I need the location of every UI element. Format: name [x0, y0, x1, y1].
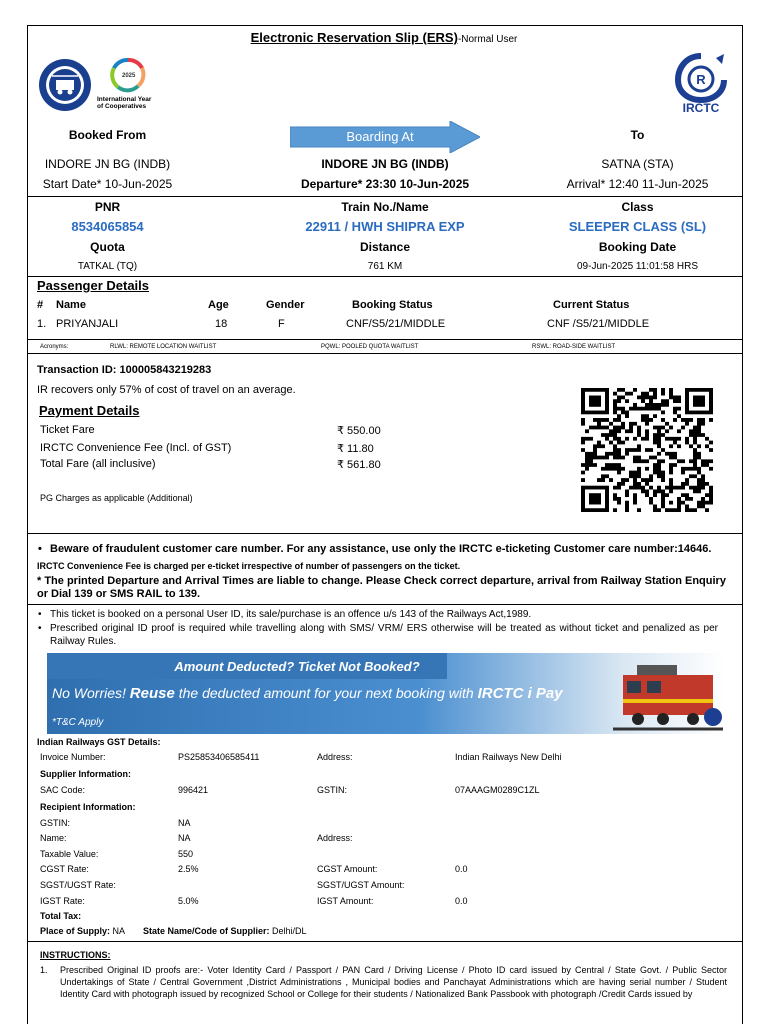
timing-notice: * The printed Departure and Arrival Times are liable to change. Please Check correct departure, arrival from Railway Station Enquiry or Dial 139 or SMS RAIL to 139. [37, 575, 726, 600]
booking-date-value: 09-Jun-2025 11:01:58 HRS [576, 261, 698, 272]
igst-rate-value: 5.0% [178, 896, 199, 906]
personal-id-notice: • This ticket is booked on a personal User ID, its sale/purchase is an offence u/s 143 of the Railways Act,1989. [50, 609, 531, 620]
passenger-age: 18 [215, 318, 228, 330]
sgst-amount-label: SGST/UGST Amount: [317, 880, 405, 890]
passenger-current-status: CNF /S5/21/MIDDLE [547, 318, 650, 330]
qr-finder-pattern [581, 486, 609, 512]
acronym-rswl: RSWL: ROAD-SIDE WAITLIST [532, 344, 616, 350]
address-label: Address: [317, 752, 353, 762]
payment-details-heading: Payment Details [39, 403, 140, 418]
id-proof-notice: • Prescribed original ID proof is required while travelling along with SMS/ VRM/ ERS otherwise will be treated as without ticket and penalized as per Railway Rules. [50, 622, 718, 648]
total-fare-label: Total Fare (all inclusive) [40, 458, 156, 470]
banner-msg-lead: No Worries! [52, 685, 130, 701]
place-of-supply-value: NA [112, 926, 126, 936]
locomotive-icon [613, 655, 723, 733]
gstin-label: GSTIN: [317, 785, 348, 795]
arrival-time: Arrival* 12:40 11-Jun-2025 [566, 177, 709, 191]
indian-railways-logo [38, 58, 92, 112]
irctc-wordmark: IRCTC [682, 101, 720, 115]
ers-title [0, 30, 768, 45]
booking-date-label: Booking Date [598, 240, 677, 254]
distance-label: Distance [359, 240, 411, 254]
iyc-caption [97, 96, 151, 110]
ipay-banner[interactable] [47, 653, 724, 734]
boarding-at-label: Boarding At [346, 129, 414, 144]
banner-message [52, 685, 563, 702]
quota-label: Quota [90, 240, 125, 254]
col-number: # [37, 299, 44, 311]
recipient-name-label: Name: [40, 833, 67, 843]
departure-time: Departure* 23:30 10-Jun-2025 [300, 177, 470, 191]
supplier-state-label: State Name/Code of Supplier: [143, 926, 270, 936]
divider [27, 533, 743, 534]
invoice-value: PS25853406585411 [178, 752, 260, 762]
place-of-supply [40, 926, 125, 936]
travel-class: SLEEPER CLASS (SL) [568, 219, 707, 234]
divider [27, 604, 743, 605]
iyc-line-1: International Year [97, 96, 152, 103]
total-fare-value: ₹ 561.80 [337, 459, 381, 471]
total-tax-label: Total Tax: [40, 911, 82, 921]
col-gender: Gender [266, 299, 305, 311]
igst-rate-label: IGST Rate: [40, 896, 85, 906]
recovery-note: IR recovers only 57% of cost of travel on an average. [37, 384, 296, 396]
recipient-gstin-label: GSTIN: [40, 818, 71, 828]
pg-charges-note: PG Charges as applicable (Additional) [40, 493, 193, 503]
banner-headline: Amount Deducted? Ticket Not Booked? [174, 659, 420, 674]
booked-from-label: Booked From [68, 128, 147, 142]
svg-text:R: R [696, 72, 706, 87]
supplier-state-value: Delhi/DL [272, 926, 307, 936]
iyc-year: 2025 [122, 73, 136, 79]
from-station: INDORE JN BG (INDB) [44, 157, 171, 171]
banner-msg-reuse: Reuse [129, 685, 175, 702]
ticket-fare-value: ₹ 550.00 [337, 425, 381, 437]
passenger-gender: F [278, 318, 285, 330]
sac-value: 996421 [178, 785, 209, 795]
instructions-heading: INSTRUCTIONS: [40, 950, 111, 960]
address-value: Indian Railways New Delhi [455, 752, 562, 762]
passenger-booking-status: CNF/S5/21/MIDDLE [346, 318, 446, 330]
cgst-amount-label: CGST Amount: [317, 864, 378, 874]
acronyms-label: Acronyms: [40, 344, 69, 350]
passenger-number: 1. [37, 318, 47, 330]
divider [27, 339, 743, 340]
ticket-frame [27, 25, 743, 1024]
boarding-station: INDORE JN BG (INDB) [321, 157, 449, 171]
divider [27, 941, 743, 942]
class-label: Class [621, 200, 654, 214]
cgst-rate-value: 2.5% [178, 864, 199, 874]
fraud-notice: • Beware of fraudulent customer care number. For any assistance, use only the IRCTC e-ticketing Customer care number:14646. [50, 543, 711, 555]
ticket-fare-label: Ticket Fare [40, 424, 95, 436]
supplier-state [143, 926, 307, 936]
acronym-pqwl: PQWL: POOLED QUOTA WAITLIST [321, 344, 419, 350]
recipient-address-label: Address: [317, 833, 353, 843]
igst-amount-value: 0.0 [455, 896, 468, 906]
train-name: 22911 / HWH SHIPRA EXP [305, 219, 465, 234]
convenience-notice: IRCTC Convenience Fee is charged per e-ticket irrespective of number of passengers on the ticket. [37, 561, 461, 571]
to-station: SATNA (STA) [601, 157, 674, 171]
recipient-gstin-value: NA [178, 818, 191, 828]
col-age: Age [208, 299, 229, 311]
pnr-label: PNR [94, 200, 121, 214]
pnr-number: 8534065854 [71, 219, 144, 234]
to-label: To [630, 128, 645, 142]
qr-code-icon [581, 388, 713, 512]
recipient-name-value: NA [178, 833, 191, 843]
banner-msg-ipay: IRCTC i Pay [477, 685, 563, 702]
acronym-rlwl: RLWL: REMOTE LOCATION WAITLIST [110, 344, 217, 350]
train-label: Train No./Name [341, 200, 429, 214]
supplier-heading: Supplier Information: [40, 769, 131, 779]
iyc-line-2: of Cooperatives [97, 103, 147, 110]
ers-title-suffix: -Normal User [457, 34, 518, 45]
qr-finder-pattern [685, 388, 713, 414]
convenience-fee-label: IRCTC Convenience Fee (Incl. of GST) [40, 442, 232, 454]
start-date: Start Date* 10-Jun-2025 [42, 177, 173, 191]
instruction-number: 1. [40, 965, 48, 975]
col-name: Name [56, 299, 86, 311]
recipient-heading: Recipient Information: [40, 802, 136, 812]
gstin-value: 07AAAGM0289C1ZL [455, 785, 540, 795]
cgst-rate-label: CGST Rate: [40, 864, 89, 874]
divider [27, 353, 743, 354]
banner-msg-body: the deducted amount for your next booking with [174, 685, 478, 701]
passenger-name: PRIYANJALI [56, 318, 119, 330]
igst-amount-label: IGST Amount: [317, 896, 374, 906]
sgst-rate-label: SGST/UGST Rate: [40, 880, 116, 890]
cgst-amount-value: 0.0 [455, 864, 468, 874]
passenger-details-heading: Passenger Details [37, 278, 150, 293]
ers-title-main: Electronic Reservation Slip (ERS) [250, 30, 458, 45]
distance-value: 761 KM [367, 261, 403, 272]
taxable-value-label: Taxable Value: [40, 849, 99, 859]
banner-terms: *T&C Apply [52, 717, 104, 728]
instruction-text: Prescribed Original ID proofs are:- Voter Identity Card / Passport / PAN Card / Driving License / Photo ID card issued by Central / State Govt. / Public Sector Undertakings of State / Central Government ,District Administrations , Municipal bodies and Panchayat Administrations which are having serial number / Student Identity Card with photograph issued by recognized School or College for their students / Nationalized Bank Passbook with photograph /Credit Cards issued by [60, 965, 727, 999]
place-of-supply-label: Place of Supply: [40, 926, 111, 936]
sac-label: SAC Code: [40, 785, 86, 795]
col-current-status: Current Status [553, 299, 630, 311]
divider [27, 276, 743, 277]
quota-value: TATKAL (TQ) [77, 261, 138, 272]
gst-heading: Indian Railways GST Details: [37, 737, 161, 747]
convenience-fee-value: ₹ 11.80 [337, 443, 374, 455]
transaction-id: Transaction ID: 100005843219283 [37, 364, 212, 376]
divider [27, 196, 743, 197]
invoice-label: Invoice Number: [40, 752, 106, 762]
qr-finder-pattern [581, 388, 609, 414]
taxable-value: 550 [178, 849, 194, 859]
col-booking-status: Booking Status [352, 299, 433, 311]
instruction-item [37, 964, 727, 1000]
